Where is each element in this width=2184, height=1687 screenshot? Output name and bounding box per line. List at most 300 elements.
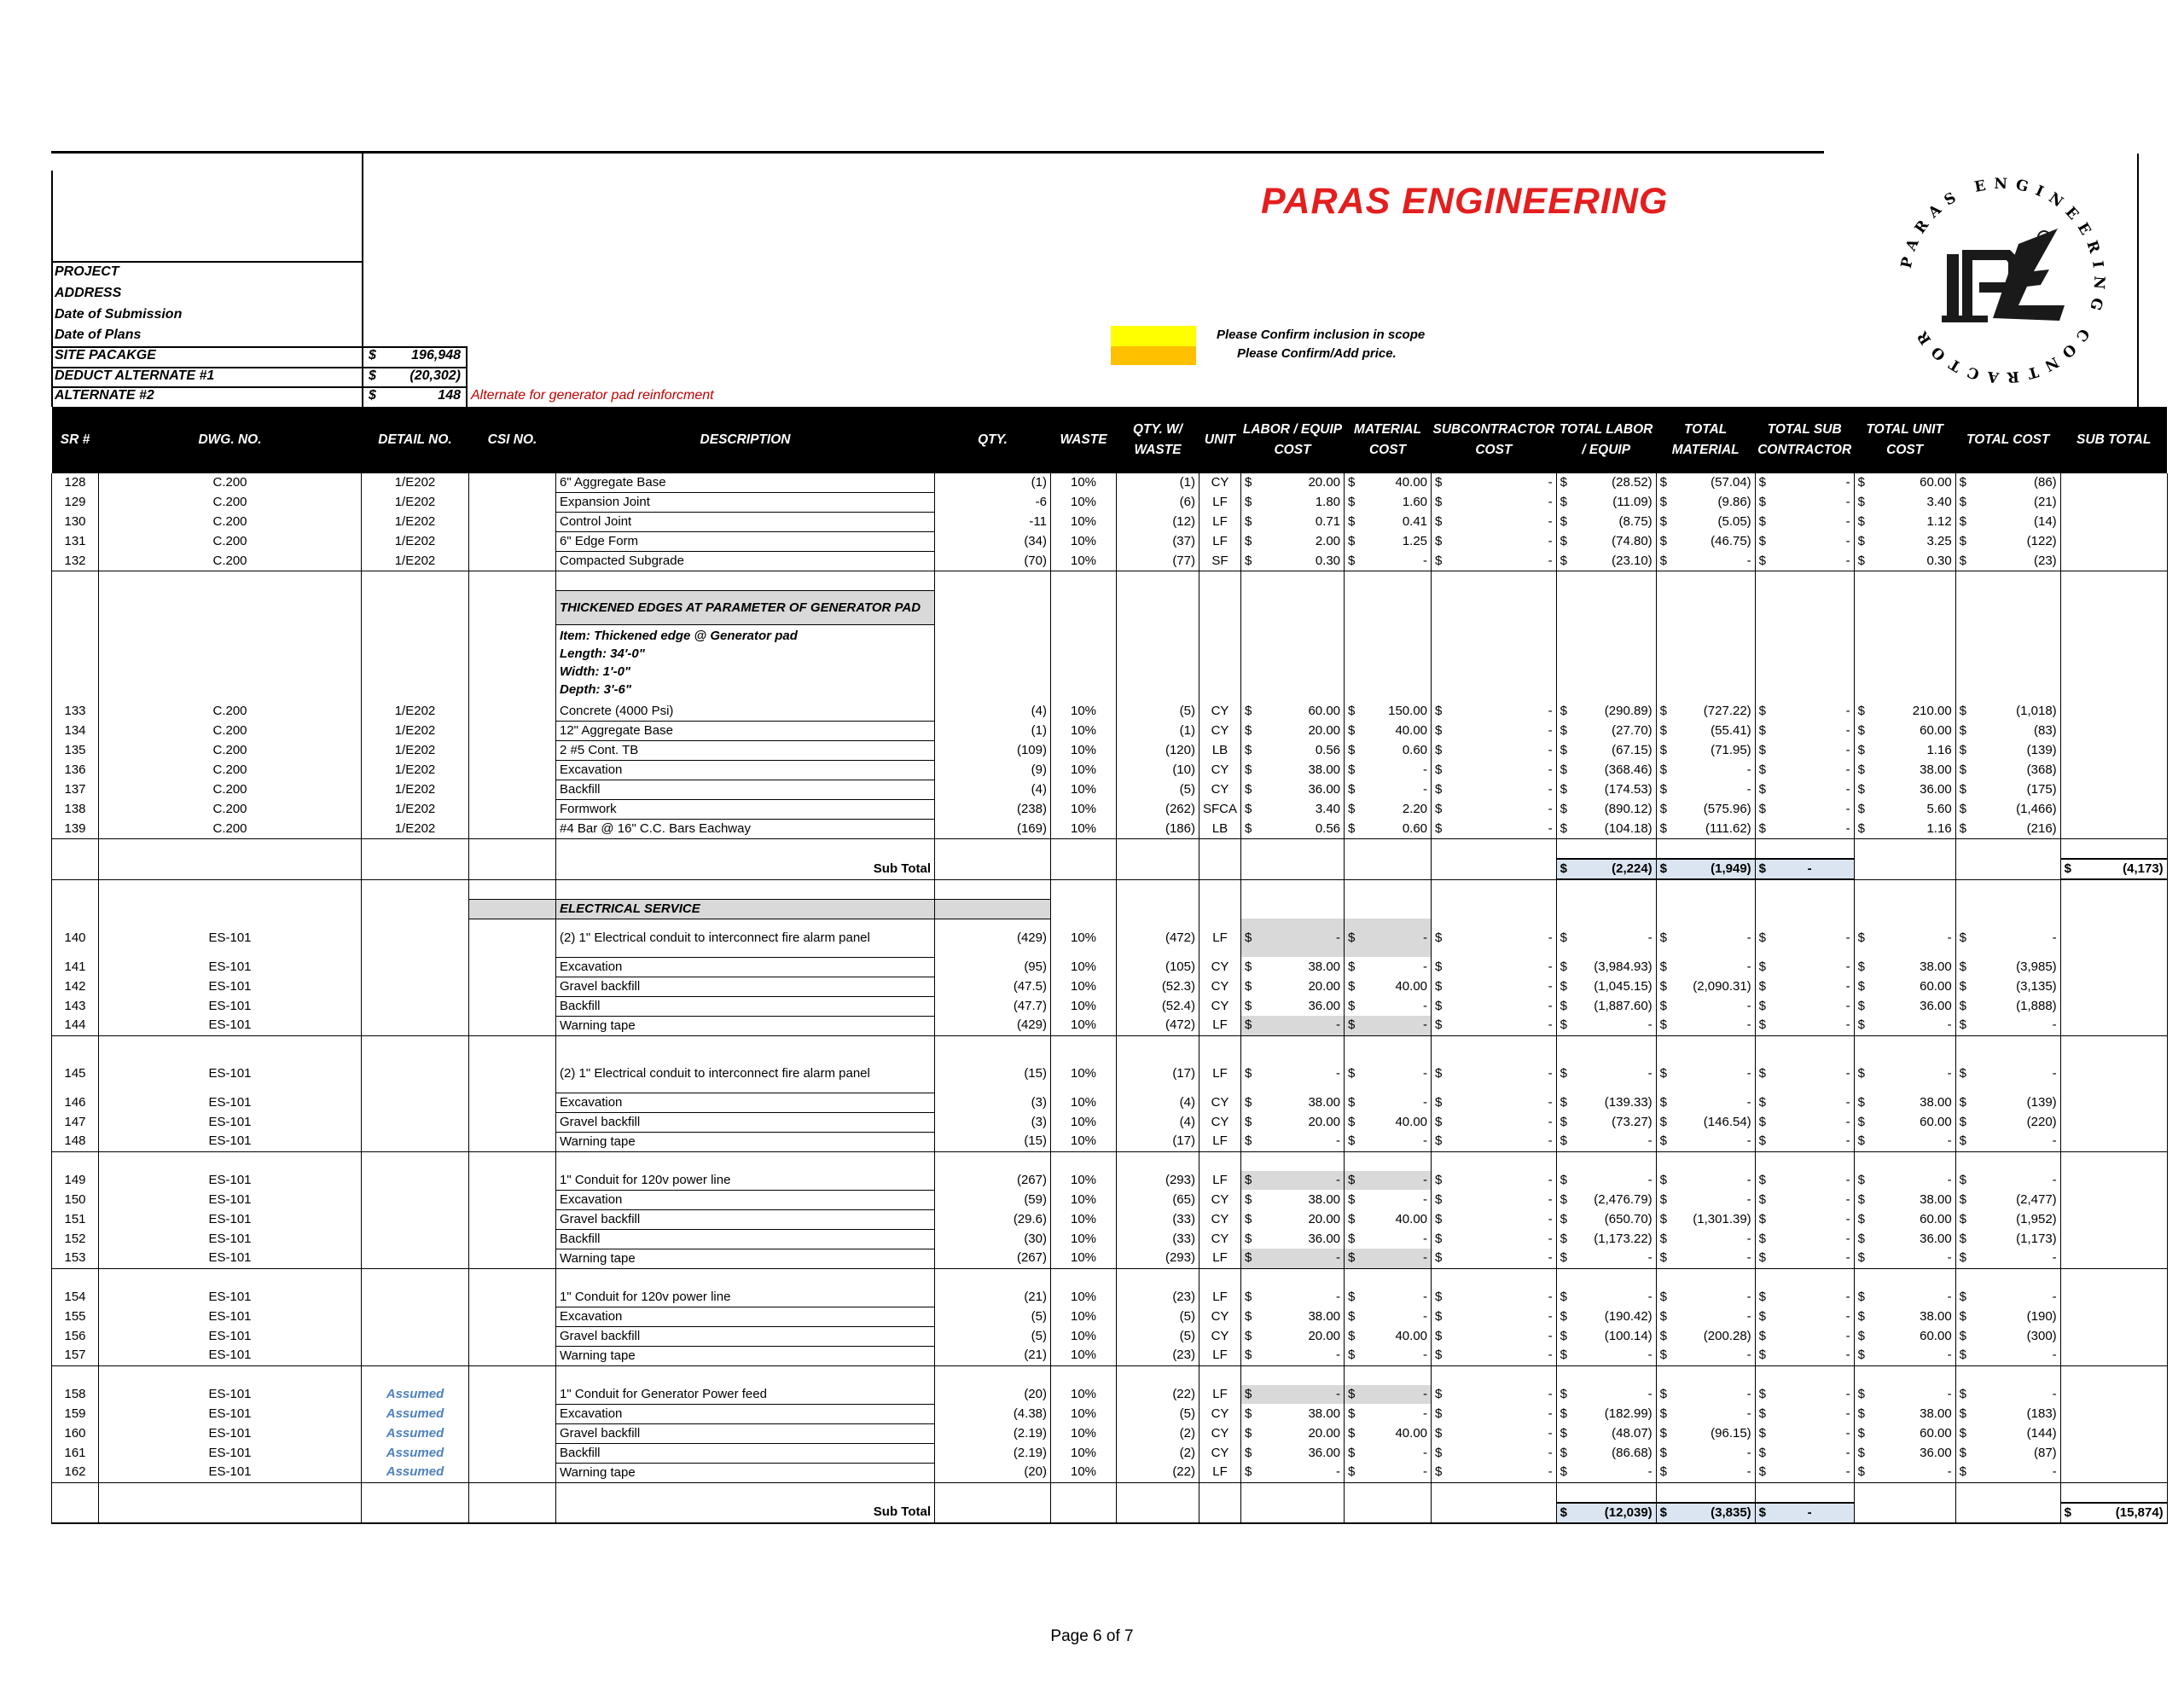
empty-cell <box>556 1035 935 1055</box>
table-row <box>52 1016 2168 1035</box>
empty-cell <box>1755 1268 1854 1288</box>
money-cell: $ - <box>1345 1307 1432 1326</box>
empty-cell <box>1241 1503 1345 1523</box>
empty-cell <box>1345 1482 1432 1503</box>
money-cell: $ (27.70) <box>1556 722 1656 741</box>
description-cell: Expansion Joint <box>556 493 935 513</box>
value-cell <box>362 1326 469 1346</box>
value-cell: (2.19) <box>935 1423 1051 1443</box>
empty-cell <box>1241 839 1345 860</box>
value-box-right <box>466 346 468 407</box>
money-cell: $ - <box>1755 722 1854 741</box>
money-cell: $ - <box>1656 1055 1755 1093</box>
money-cell: $ (2,090.31) <box>1656 977 1755 996</box>
value-cell: ES-101 <box>99 1229 362 1249</box>
column-header: TOTAL UNIT COST <box>1854 407 1955 473</box>
legend-orange-text: Please Confirm/Add price. <box>1237 346 1397 361</box>
money-cell: $ - <box>1955 1288 2060 1307</box>
empty-cell <box>1755 879 1854 899</box>
money-cell: $ - <box>1854 1288 1955 1307</box>
sr-cell: 156 <box>52 1326 99 1346</box>
money-cell: $ - <box>1656 1190 1755 1209</box>
value-cell: (429) <box>935 1016 1051 1035</box>
value-cell: Assumed <box>362 1463 469 1482</box>
money-cell: $ - <box>1432 761 1557 780</box>
description-cell: Gravel backfill <box>556 1112 935 1132</box>
empty-cell <box>1241 591 1345 625</box>
subtotal-cell <box>2060 1190 2167 1209</box>
sr-cell: 158 <box>52 1385 99 1405</box>
money-cell: $ - <box>1955 919 2060 957</box>
money-cell: $ (139) <box>1955 741 2060 761</box>
value-cell: LB <box>1199 820 1241 839</box>
value-cell: (59) <box>935 1190 1051 1209</box>
value-cell <box>469 1346 556 1365</box>
empty-cell <box>1955 899 2060 919</box>
money-cell: $ - <box>1345 919 1432 957</box>
value-cell: (120) <box>1117 741 1199 761</box>
empty-cell <box>52 1503 99 1523</box>
empty-cell <box>1854 1503 1955 1523</box>
value-cell: 1/E202 <box>362 800 469 820</box>
money-cell: $ (1,301.39) <box>1656 1209 1755 1229</box>
value-cell: CY <box>1199 1307 1241 1326</box>
sr-cell: 159 <box>52 1404 99 1423</box>
value-cell: CY <box>1199 996 1241 1016</box>
empty-cell <box>1117 625 1199 703</box>
empty-cell <box>2060 899 2167 919</box>
column-header: WASTE <box>1051 407 1117 473</box>
table-row <box>52 1190 2168 1209</box>
money-cell: $ (5.05) <box>1656 513 1755 532</box>
sr-cell: 148 <box>52 1132 99 1151</box>
empty-cell <box>1955 1503 2060 1523</box>
money-cell: $ - <box>1755 1229 1854 1249</box>
money-cell: $ - <box>1755 513 1854 532</box>
money-cell: $ - <box>1755 493 1854 513</box>
empty-cell <box>1854 571 1955 591</box>
empty-cell <box>1656 1365 1755 1385</box>
subtotal-labor: $ (12,039) <box>1556 1503 1656 1523</box>
money-cell: $ - <box>1755 1190 1854 1209</box>
money-cell: $ (111.62) <box>1656 820 1755 839</box>
sr-cell: 157 <box>52 1346 99 1365</box>
value-cell: CY <box>1199 702 1241 722</box>
header-right-border <box>2137 154 2139 407</box>
empty-cell <box>1556 1035 1656 1055</box>
description-cell: Warning tape <box>556 1463 935 1482</box>
money-cell: $ - <box>1241 919 1345 957</box>
money-cell: $ (220) <box>1955 1112 2060 1132</box>
column-header: CSI NO. <box>469 407 556 473</box>
value-cell: LF <box>1199 1016 1241 1035</box>
money-cell: $ (86) <box>1955 473 2060 493</box>
value-cell: 10% <box>1051 996 1117 1016</box>
value-cell: LF <box>1199 1055 1241 1093</box>
empty-cell <box>1199 1503 1241 1523</box>
subtotal-cell <box>2060 552 2167 571</box>
value-cell: 1/E202 <box>362 552 469 571</box>
money-cell: $ - <box>1755 1209 1854 1229</box>
value-cell <box>469 1093 556 1112</box>
money-cell: $ - <box>1432 1423 1557 1443</box>
money-cell: $ - <box>1755 741 1854 761</box>
money-cell: $ - <box>1345 957 1432 977</box>
money-cell: $ - <box>1656 1288 1755 1307</box>
value-cell: (15) <box>935 1132 1051 1151</box>
empty-cell <box>52 1365 99 1385</box>
money-cell: $ (3,984.93) <box>1556 957 1656 977</box>
column-header: TOTAL MATERIAL <box>1656 407 1755 473</box>
empty-cell <box>1556 1268 1656 1288</box>
value-cell: LF <box>1199 1132 1241 1151</box>
column-header: LABOR / EQUIP COST <box>1241 407 1345 473</box>
empty-cell <box>556 1482 935 1503</box>
empty-cell <box>1955 625 2060 703</box>
spacer-row <box>52 1151 2168 1171</box>
money-cell: $ (9.86) <box>1656 493 1755 513</box>
money-cell: $ - <box>1241 1249 1345 1268</box>
empty-cell <box>1854 1365 1955 1385</box>
money-cell: $ - <box>1241 1171 1345 1191</box>
money-cell: $ - <box>1755 1249 1854 1268</box>
empty-cell <box>1199 1365 1241 1385</box>
money-cell: $ - <box>1955 1346 2060 1365</box>
empty-cell <box>52 625 99 703</box>
empty-cell <box>469 1151 556 1171</box>
value-cell <box>362 1249 469 1268</box>
description-cell: Gravel backfill <box>556 977 935 996</box>
company-logo <box>1891 169 2114 392</box>
empty-cell <box>1345 1365 1432 1385</box>
money-cell: $ (144) <box>1955 1423 2060 1443</box>
value-cell: 10% <box>1051 1229 1117 1249</box>
description-cell: 1" Conduit for 120v power line <box>556 1288 935 1307</box>
section-row <box>52 625 2168 703</box>
money-cell: $ - <box>1345 1288 1432 1307</box>
value-cell <box>362 977 469 996</box>
empty-cell <box>556 1268 935 1288</box>
money-cell: $ - <box>1556 1171 1656 1191</box>
value-cell: (52.4) <box>1117 996 1199 1016</box>
value-cell <box>469 1209 556 1229</box>
money-cell: $ - <box>1345 1132 1432 1151</box>
value-cell <box>469 552 556 571</box>
money-cell: $ (28.52) <box>1556 473 1656 493</box>
empty-cell <box>469 839 556 860</box>
money-cell: $ 60.00 <box>1854 473 1955 493</box>
empty-cell <box>52 859 99 879</box>
value-cell: Assumed <box>362 1443 469 1463</box>
empty-cell <box>1432 1268 1557 1288</box>
item-note-line: Item: Thickened edge @ Generator pad <box>560 629 798 643</box>
value-cell: ES-101 <box>99 1443 362 1463</box>
money-cell: $ - <box>1755 780 1854 800</box>
empty-cell <box>52 591 99 625</box>
money-cell: $ - <box>1755 532 1854 552</box>
empty-cell <box>935 625 1051 703</box>
money-cell: $ - <box>1656 1093 1755 1112</box>
money-cell: $ - <box>1432 1443 1557 1463</box>
money-cell: $ - <box>1345 1346 1432 1365</box>
money-cell: $ - <box>1345 1016 1432 1035</box>
empty-cell <box>1051 839 1117 860</box>
value-cell: 10% <box>1051 1016 1117 1035</box>
empty-cell <box>1656 899 1755 919</box>
money-cell: $ (1,887.60) <box>1556 996 1656 1016</box>
empty-cell <box>1755 1035 1854 1055</box>
money-cell: $ - <box>1656 1404 1755 1423</box>
empty-cell <box>1199 839 1241 860</box>
value-cell: LF <box>1199 1385 1241 1405</box>
money-cell: $ - <box>1755 1443 1854 1463</box>
empty-cell <box>1755 1151 1854 1171</box>
sr-cell: 162 <box>52 1463 99 1482</box>
money-cell: $ - <box>1755 996 1854 1016</box>
item-note-line: Width: 1'-0" <box>560 664 631 679</box>
value-cell: (22) <box>1117 1463 1199 1482</box>
money-cell: $ - <box>1432 1171 1557 1191</box>
empty-cell <box>935 899 1051 919</box>
empty-cell <box>1117 1365 1199 1385</box>
money-cell: $ - <box>1345 552 1432 571</box>
money-cell: $ - <box>1241 1016 1345 1035</box>
money-cell: $ - <box>1432 820 1557 839</box>
value-cell <box>362 996 469 1016</box>
value-cell <box>469 722 556 741</box>
subtotal-cell <box>2060 1346 2167 1365</box>
value-cell: (33) <box>1117 1209 1199 1229</box>
table-row <box>52 1326 2168 1346</box>
empty-cell <box>469 1503 556 1523</box>
value-cell: ES-101 <box>99 1288 362 1307</box>
table-row <box>52 820 2168 839</box>
empty-cell <box>1241 625 1345 703</box>
header-col-divider <box>362 154 363 407</box>
empty-cell <box>1755 591 1854 625</box>
spacer-row <box>52 1268 2168 1288</box>
money-cell: $ 60.00 <box>1854 1423 1955 1443</box>
money-cell: $ (139) <box>1955 1093 2060 1112</box>
money-cell: $ 40.00 <box>1345 1326 1432 1346</box>
description-cell: (2) 1" Electrical conduit to interconnect fire alarm panel <box>556 1055 935 1093</box>
money-cell: $ - <box>1432 552 1557 571</box>
value-cell <box>362 1229 469 1249</box>
money-cell: $ (1,466) <box>1955 800 2060 820</box>
money-cell: $ 1.80 <box>1241 493 1345 513</box>
table-row <box>52 1288 2168 1307</box>
value-cell <box>469 1016 556 1035</box>
value-cell: (2.19) <box>935 1443 1051 1463</box>
money-cell: $ - <box>1556 1463 1656 1482</box>
subtotal-cell <box>2060 1326 2167 1346</box>
money-cell: $ - <box>1345 1463 1432 1482</box>
money-cell: $ - <box>1345 996 1432 1016</box>
money-cell: $ 36.00 <box>1241 1229 1345 1249</box>
subtotal-label: Sub Total <box>556 859 935 879</box>
item-note <box>556 625 935 703</box>
description-cell: 2 #5 Cont. TB <box>556 741 935 761</box>
empty-cell <box>1051 899 1117 919</box>
empty-cell <box>362 1151 469 1171</box>
description-cell: Excavation <box>556 761 935 780</box>
value-cell: (169) <box>935 820 1051 839</box>
money-cell: $ 38.00 <box>1241 957 1345 977</box>
value-cell: CY <box>1199 780 1241 800</box>
money-cell: $ (48.07) <box>1556 1423 1656 1443</box>
money-cell: $ - <box>1755 761 1854 780</box>
value-cell <box>469 800 556 820</box>
empty-cell <box>935 839 1051 860</box>
value-cell: 10% <box>1051 513 1117 532</box>
subtotal-cell <box>2060 1404 2167 1423</box>
value-cell: CY <box>1199 761 1241 780</box>
value-cell: (4) <box>935 702 1051 722</box>
empty-cell <box>1955 1365 2060 1385</box>
value-cell: (34) <box>935 532 1051 552</box>
empty-cell <box>1199 899 1241 919</box>
value-cell <box>362 1055 469 1093</box>
description-cell: Gravel backfill <box>556 1209 935 1229</box>
empty-cell <box>1955 1035 2060 1055</box>
subtotal-cell <box>2060 1055 2167 1093</box>
item-note-line: Depth: 3'-6" <box>560 682 632 697</box>
sr-cell: 155 <box>52 1307 99 1326</box>
empty-cell <box>556 571 935 591</box>
value-cell: 10% <box>1051 1112 1117 1132</box>
money-cell: $ - <box>1241 1346 1345 1365</box>
column-header: TOTAL COST <box>1955 407 2060 473</box>
value-cell: C.200 <box>99 513 362 532</box>
subtotal-cell <box>2060 722 2167 741</box>
description-cell: Warning tape <box>556 1346 935 1365</box>
money-cell: $ - <box>1656 761 1755 780</box>
value-cell: (5) <box>935 1307 1051 1326</box>
value-cell: (3) <box>935 1112 1051 1132</box>
empty-cell <box>52 1151 99 1171</box>
value-cell: 10% <box>1051 1132 1117 1151</box>
empty-cell <box>1241 879 1345 899</box>
value-cell: C.200 <box>99 800 362 820</box>
value-cell: (238) <box>935 800 1051 820</box>
money-cell: $ 1.16 <box>1854 820 1955 839</box>
address-label: ADDRESS <box>55 286 122 300</box>
value-cell <box>469 996 556 1016</box>
money-cell: $ (122) <box>1955 532 2060 552</box>
money-cell: $ (190) <box>1955 1307 2060 1326</box>
money-cell: $ (1,173.22) <box>1556 1229 1656 1249</box>
empty-cell <box>2060 571 2167 591</box>
money-cell: $ (74.80) <box>1556 532 1656 552</box>
money-cell: $ - <box>1955 1016 2060 1035</box>
value-cell: SFCA <box>1199 800 1241 820</box>
money-cell: $ - <box>1432 1093 1557 1112</box>
money-cell: $ (575.96) <box>1656 800 1755 820</box>
empty-cell <box>1556 1365 1656 1385</box>
empty-cell <box>99 1151 362 1171</box>
empty-cell <box>1656 1482 1755 1503</box>
empty-cell <box>1199 1268 1241 1288</box>
money-cell: $ - <box>1345 1055 1432 1093</box>
description-cell: 6" Aggregate Base <box>556 473 935 493</box>
value-cell: 10% <box>1051 1443 1117 1463</box>
empty-cell <box>362 571 469 591</box>
sr-cell: 142 <box>52 977 99 996</box>
subtotal-cell <box>2060 957 2167 977</box>
money-cell: $ 60.00 <box>1854 1112 1955 1132</box>
value-cell: CY <box>1199 473 1241 493</box>
empty-cell <box>1241 859 1345 879</box>
spacer-row <box>52 1482 2168 1503</box>
money-cell: $ 2.00 <box>1241 532 1345 552</box>
money-cell: $ - <box>1345 1171 1432 1191</box>
subtotal-cell <box>2060 513 2167 532</box>
empty-cell <box>1556 625 1656 703</box>
empty-cell <box>362 591 469 625</box>
money-cell: $ (1,888) <box>1955 996 2060 1016</box>
sr-cell: 152 <box>52 1229 99 1249</box>
value-cell <box>469 513 556 532</box>
description-cell: 1" Conduit for Generator Power feed <box>556 1385 935 1405</box>
empty-cell <box>362 1268 469 1288</box>
value-cell: 1/E202 <box>362 513 469 532</box>
empty-cell <box>469 1482 556 1503</box>
empty-cell <box>935 1482 1051 1503</box>
empty-cell <box>1432 1035 1557 1055</box>
value-cell: 10% <box>1051 1346 1117 1365</box>
table-row <box>52 1171 2168 1191</box>
money-cell: $ - <box>1854 1346 1955 1365</box>
money-cell: $ 38.00 <box>1241 1093 1345 1112</box>
subtotal-sub: $ - <box>1755 859 1854 879</box>
money-cell: $ - <box>1556 1132 1656 1151</box>
value-cell <box>469 1443 556 1463</box>
money-cell: $ - <box>1755 977 1854 996</box>
money-cell: $ 210.00 <box>1854 702 1955 722</box>
table-row <box>52 761 2168 780</box>
value-cell <box>362 1307 469 1326</box>
empty-cell <box>2060 1151 2167 1171</box>
empty-cell <box>1345 1503 1432 1523</box>
empty-cell <box>1345 1268 1432 1288</box>
value-cell: SF <box>1199 552 1241 571</box>
money-cell: $ 38.00 <box>1854 1404 1955 1423</box>
value-cell: (5) <box>1117 702 1199 722</box>
money-cell: $ (183) <box>1955 1404 2060 1423</box>
value-cell: 10% <box>1051 473 1117 493</box>
value-cell <box>469 473 556 493</box>
value-cell: (293) <box>1117 1249 1199 1268</box>
value-cell: C.200 <box>99 532 362 552</box>
column-header: QTY. W/ WASTE <box>1117 407 1199 473</box>
money-cell: $ - <box>1432 493 1557 513</box>
value-cell <box>469 702 556 722</box>
empty-cell <box>935 1035 1051 1055</box>
empty-cell <box>99 1482 362 1503</box>
money-cell: $ - <box>1432 741 1557 761</box>
empty-cell <box>1051 1151 1117 1171</box>
value-cell: (2) <box>1117 1423 1199 1443</box>
value-cell: 10% <box>1051 1307 1117 1326</box>
project-label: PROJECT <box>55 264 119 279</box>
estimate-table <box>51 407 2168 1524</box>
subtotal-cell <box>2060 977 2167 996</box>
money-cell: $ - <box>1854 1171 1955 1191</box>
column-header: SUB TOTAL <box>2060 407 2167 473</box>
money-cell: $ - <box>1345 1229 1432 1249</box>
header-label-rule <box>51 261 363 263</box>
sr-cell: 154 <box>52 1288 99 1307</box>
